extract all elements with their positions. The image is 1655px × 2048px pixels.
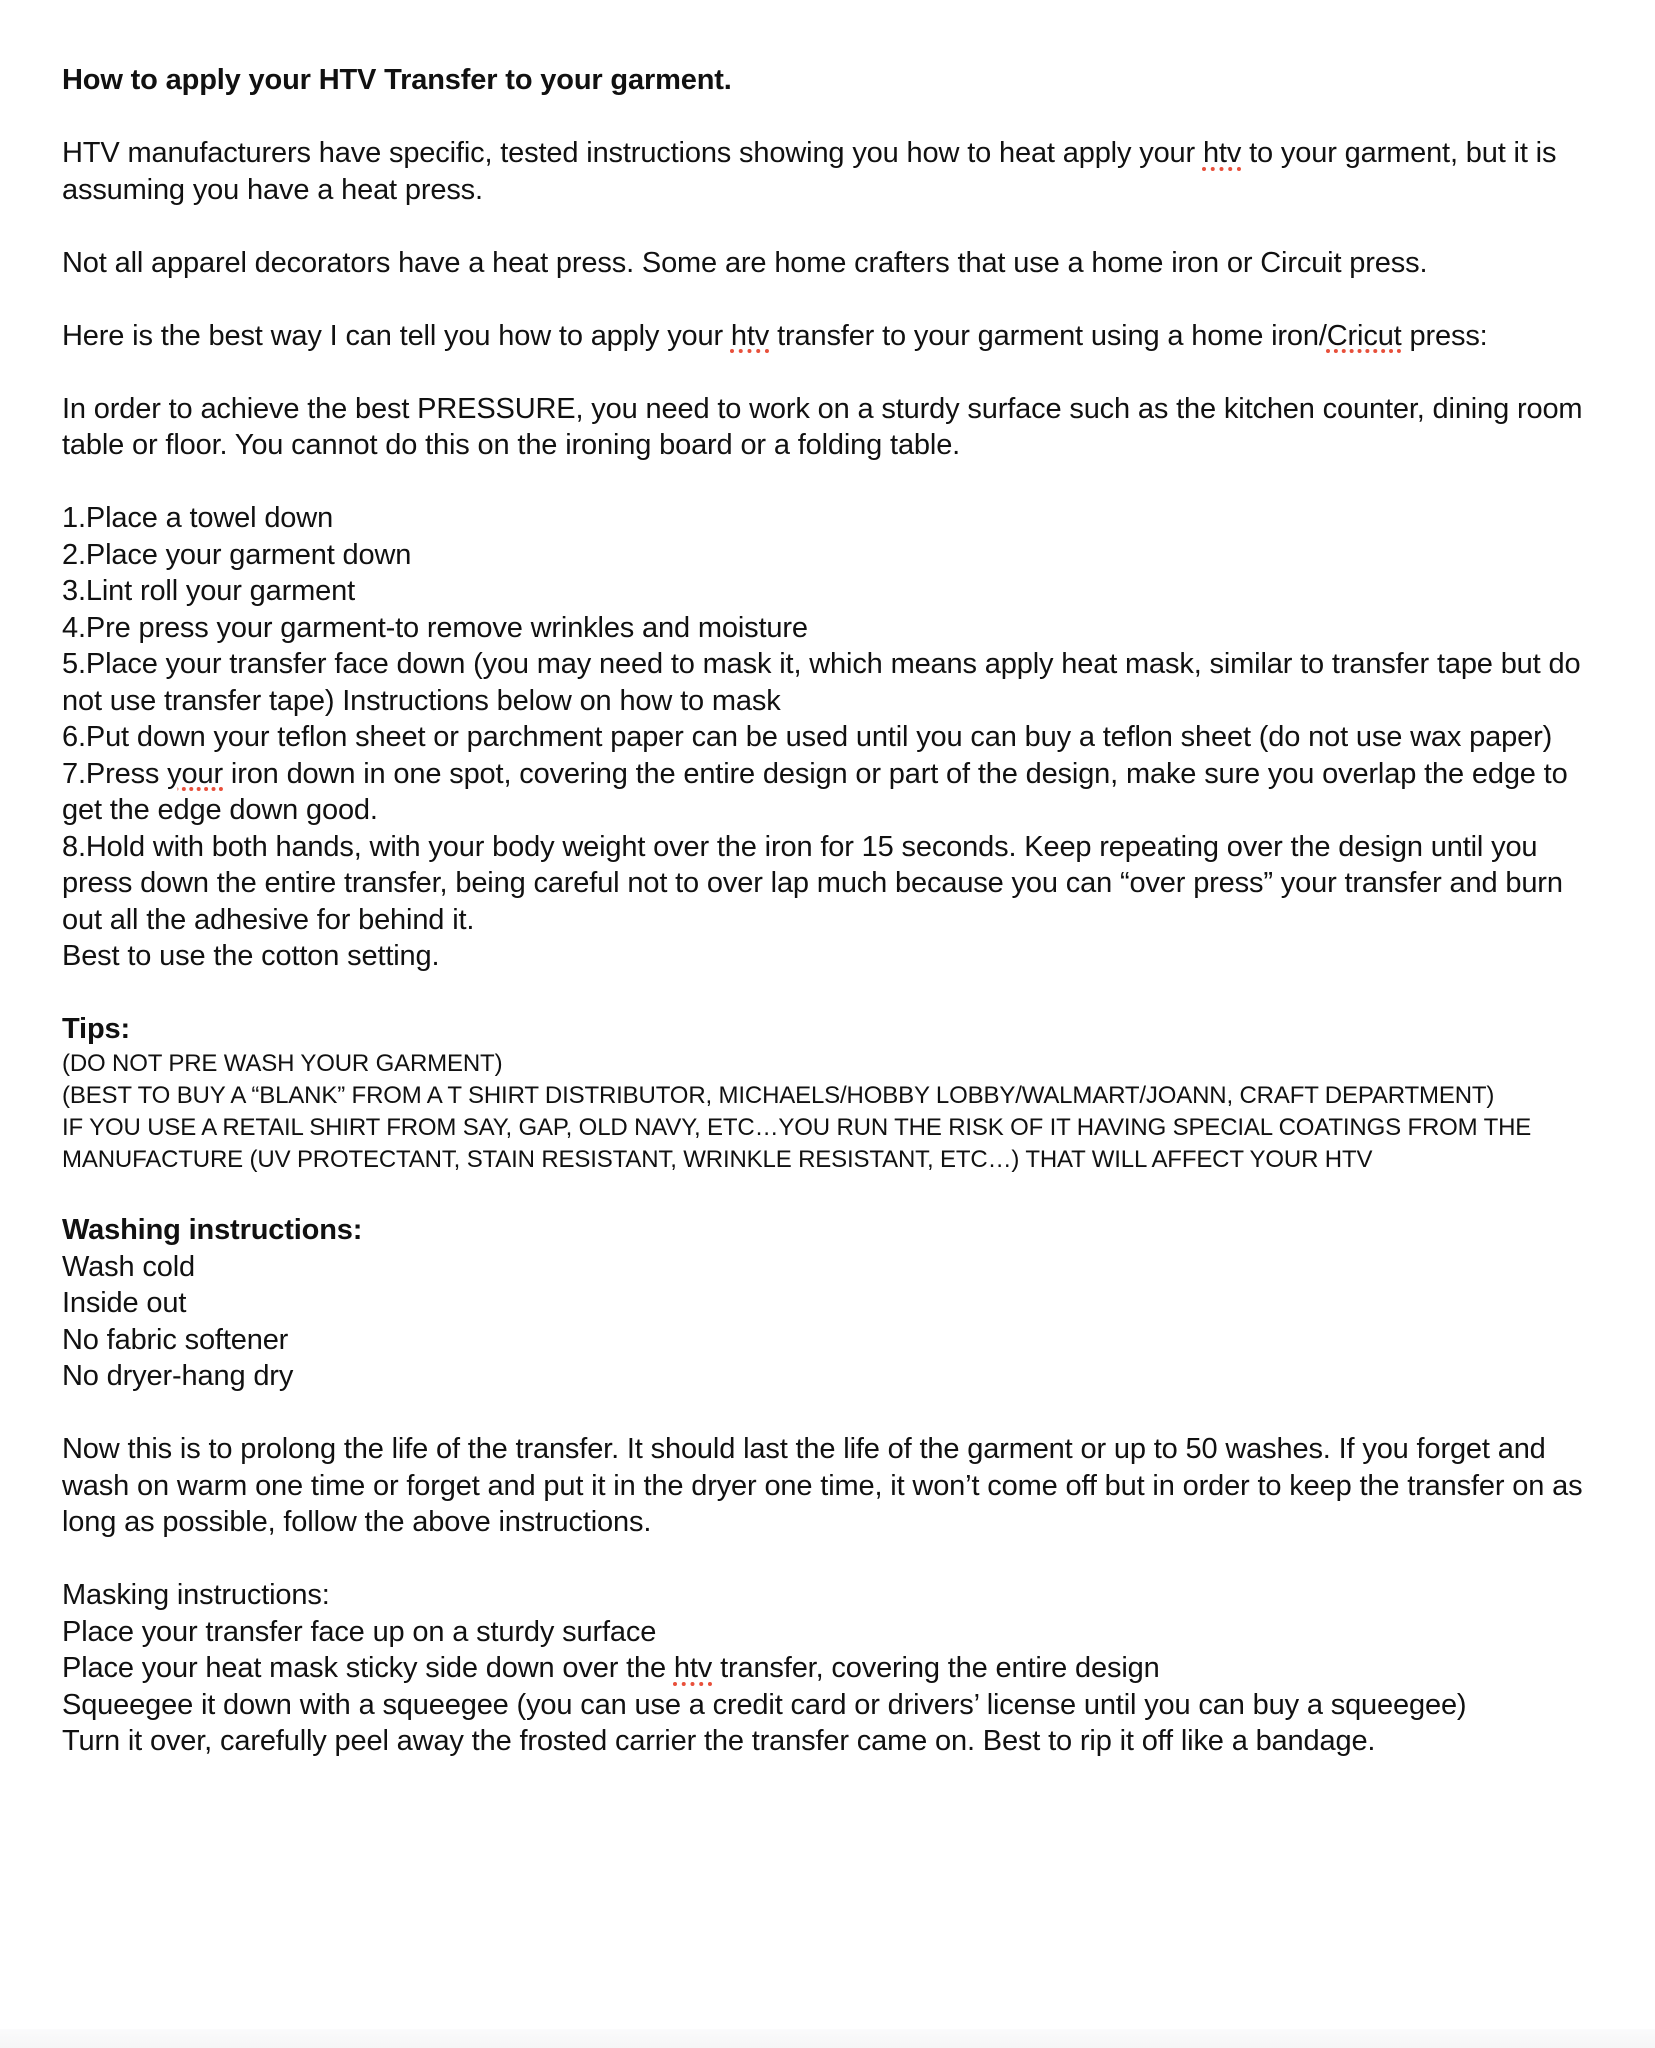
tips-body [62, 1048, 1602, 1176]
text-line [62, 1249, 1602, 1286]
text-line [62, 938, 1602, 975]
text-run: Place your heat mask sticky side down over the [62, 1652, 674, 1684]
text-run: Washing instructions: [62, 1214, 363, 1246]
paragraph-prolong-life [62, 1431, 1602, 1541]
text-line [62, 537, 1602, 574]
text-line [62, 1080, 1602, 1112]
text-run: press: [1401, 319, 1488, 352]
text-run: 2.Place your garment down [62, 538, 412, 571]
text-line [62, 1011, 1602, 1048]
text-line [62, 1723, 1602, 1760]
text-line [62, 135, 1602, 208]
text-run: Masking instructions: [62, 1579, 330, 1611]
doc-title [62, 62, 1602, 99]
text-line [62, 1358, 1602, 1395]
text-line [62, 1048, 1602, 1080]
text-line [62, 318, 1602, 355]
washing-heading [62, 1212, 1602, 1249]
text-run: How to apply your HTV Transfer to your garment. [62, 64, 732, 96]
text-run: No fabric softener [62, 1323, 289, 1356]
text-run: 6.Put down your teflon sheet or parchment paper can be used until you can buy a teflon sheet (do not use wax paper) [62, 721, 1553, 753]
text-run: Here is the best way I can tell you how to apply your [62, 319, 731, 352]
misspelled-word: htv [1202, 137, 1242, 169]
text-run: Not all apparel decorators have a heat press. Some are home crafters that use a home iron or Circuit press. [62, 246, 1428, 279]
text-run: 8.Hold with both hands, with your body weight over the iron for 15 seconds. Keep repeating over the design until you press down the entire transfer, being careful not to over lap much because you can “over press” your transfer and burn out all the adhesive for behind it. [62, 830, 1563, 936]
text-run: (BEST TO BUY A “BLANK” FROM A T SHIRT DISTRIBUTOR, MICHAELS/HOBBY LOBBY/WALMART/JOANN, CRAFT DEPARTMENT) [62, 1081, 1495, 1109]
text-line [62, 719, 1602, 756]
text-line [62, 62, 1602, 99]
text-run: 5.Place your transfer face down (you may need to mask it, which means apply heat mask, similar to transfer tape but do not use transfer tape) Instructions below on how to mask [62, 648, 1581, 717]
text-run: 3.Lint roll your garment [62, 575, 355, 607]
text-line [62, 1322, 1602, 1359]
text-line [62, 1650, 1602, 1687]
text-line [62, 1112, 1602, 1176]
masking-section [62, 1577, 1602, 1760]
bottom-edge-strip [0, 2029, 1655, 2048]
text-line [62, 1687, 1602, 1724]
text-run: Wash cold [62, 1250, 195, 1283]
text-line [62, 756, 1602, 829]
text-line [62, 500, 1602, 537]
text-run: transfer, covering the entire design [712, 1652, 1160, 1684]
misspelled-word: your [167, 757, 223, 790]
text-line [62, 573, 1602, 610]
text-line [62, 245, 1602, 282]
text-run: IF YOU USE A RETAIL SHIRT FROM SAY, GAP, OLD NAVY, ETC…YOU RUN THE RISK OF IT HAVING SPECIAL COATINGS FROM THE MANUFACTURE (UV PROTECTANT, STAIN RESISTANT, WRINKLE RESISTANT, ETC…) THAT WILL AFFECT YOUR HTV [62, 1113, 1532, 1173]
paragraph-manufacturers [62, 135, 1602, 208]
misspelled-word: Cricut [1326, 319, 1402, 352]
paragraph-pressure [62, 391, 1602, 464]
text-run: Squeegee it down with a squeegee (you can use a credit card or drivers’ license until you can buy a squeegee) [62, 1688, 1467, 1721]
text-run: (DO NOT PRE WASH YOUR GARMENT) [62, 1049, 503, 1077]
misspelled-word: htv [673, 1652, 713, 1684]
text-run: transfer to your garment using a home iron/ [769, 319, 1327, 352]
document-body[interactable] [62, 62, 1602, 1760]
paragraph-best-way [62, 318, 1602, 355]
text-line [62, 1614, 1602, 1651]
text-run: Best to use the cotton setting. [62, 940, 440, 972]
text-run: Inside out [62, 1287, 187, 1319]
text-line [62, 646, 1602, 719]
text-line [62, 1212, 1602, 1249]
text-line [62, 1577, 1602, 1614]
washing-list [62, 1249, 1602, 1395]
text-run: HTV manufacturers have specific, tested instructions showing you how to heat apply your [62, 137, 1203, 169]
misspelled-word: htv [730, 319, 770, 352]
text-run: to your garment, but it is assuming you have a heat press. [62, 137, 1557, 206]
text-run: Turn it over, carefully peel away the frosted carrier the transfer came on. Best to rip it off like a bandage. [62, 1725, 1376, 1757]
text-line [62, 1285, 1602, 1322]
text-run: Place your transfer face up on a sturdy surface [62, 1615, 657, 1648]
text-run: 4.Pre press your garment-to remove wrinkles and moisture [62, 611, 808, 644]
text-run: No dryer-hang dry [62, 1360, 294, 1392]
text-run: Now this is to prolong the life of the transfer. It should last the life of the garment or up to 50 washes. If you forget and wash on warm one time or forget and put it in the dryer one time, it won’t come off but in order to keep the transfer on as long as possible, follow the above instructions. [62, 1433, 1583, 1538]
text-line [62, 1431, 1602, 1541]
text-line [62, 610, 1602, 647]
text-line [62, 391, 1602, 464]
text-run: iron down in one spot, covering the entire design or part of the design, make sure you overlap the edge to get the edge down good. [62, 757, 1568, 826]
text-run: Tips: [62, 1013, 130, 1045]
text-run: 7.Press [62, 757, 168, 790]
text-run: 1.Place a towel down [62, 502, 334, 534]
text-line [62, 829, 1602, 939]
text-run: In order to achieve the best PRESSURE, you need to work on a sturdy surface such as the kitchen counter, dining room table or floor. You cannot do this on the ironing board or a folding table. [62, 392, 1583, 461]
paragraph-not-all-decorators [62, 245, 1602, 282]
numbered-steps [62, 500, 1602, 975]
tips-heading [62, 1011, 1602, 1048]
